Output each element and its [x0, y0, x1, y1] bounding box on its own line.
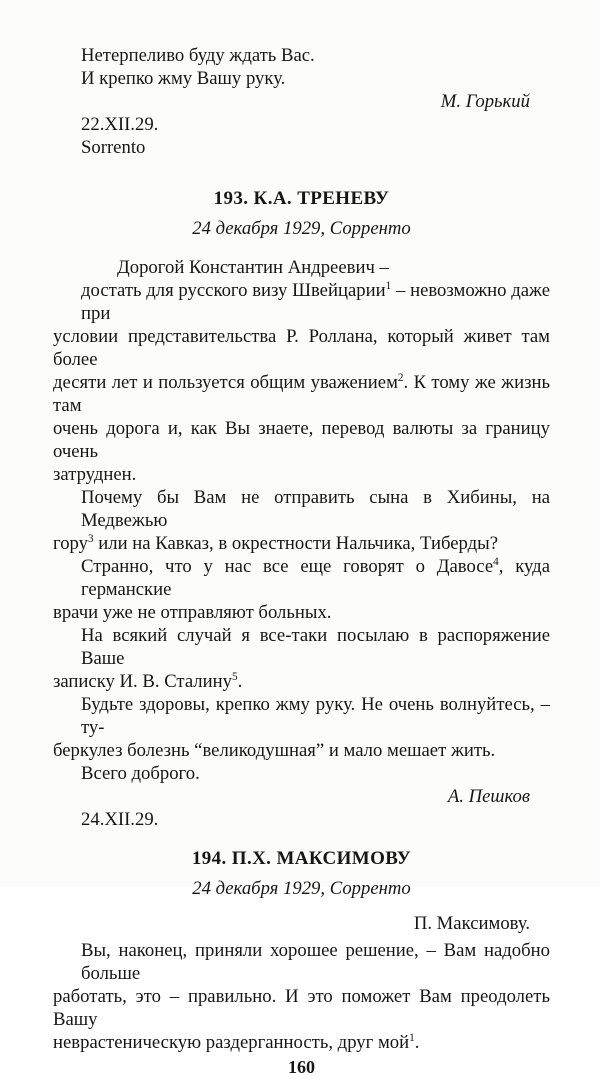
- prev-letter-place: Sorrento: [81, 137, 146, 158]
- letter-193-body-line-4: очень дорога и, как Вы знаете, перевод валюты за границу очень: [53, 418, 550, 462]
- letter-193-body-line-3: десяти лет и пользуется общим уважением$^2$. К тому же жизнь там: [53, 371, 550, 416]
- footnote-marker-4: 4: [493, 555, 499, 568]
- footnote-marker-2: 2: [397, 371, 404, 384]
- letter-193-date: 24.XII.29.: [81, 809, 159, 830]
- letter-193-body-line-5: затруднен.: [53, 464, 137, 485]
- letter-193-body-line-14: Всего доброго.: [81, 763, 200, 784]
- letter-193-body-line-9: врачи уже не отправляют больных.: [53, 602, 332, 623]
- prev-letter-date: 22.XII.29.: [81, 114, 159, 135]
- page-number: 160: [288, 1057, 315, 1077]
- letter-193-body-line-1: достать для русского визу Швейцарии$^1$ – невозможно даже при: [81, 279, 550, 324]
- prev-letter-closing-line-2: И крепко жму Вашу руку.: [81, 68, 286, 89]
- letter-193-body-line-13: беркулез болезнь “великодушная” и мало мешает жить.: [53, 740, 496, 761]
- letter-194-addressee: П. Максимову.: [413, 913, 530, 934]
- letter-193-heading: 193. К.А. ТРЕНЕВУ: [213, 188, 390, 209]
- letter-193-body-line-11: записку И. В. Сталину$^5$.: [53, 670, 243, 692]
- footnote-marker-5: 5: [231, 670, 238, 683]
- letter-194-body-line-3: неврастеническую раздерганность, друг мой$^1$.: [53, 1031, 420, 1053]
- letter-194-heading: 194. П.Х. МАКСИМОВУ: [191, 848, 412, 869]
- prev-letter-closing-line-1: Нетерпеливо буду ждать Вас.: [81, 45, 315, 66]
- footnote-marker-1b: 1: [409, 1031, 415, 1044]
- letter-193-dateline: 24 декабря 1929, Сорренто: [192, 218, 411, 239]
- footnote-marker-1: 1: [385, 279, 392, 292]
- letter-193-body-line-10: На всякий случай я все-таки посылаю в распоряжение Ваше: [81, 625, 550, 669]
- footnote-marker-3: 3: [87, 532, 94, 545]
- letter-193-body-line-6: Почему бы Вам не отправить сына в Хибины, на Медвежью: [81, 487, 550, 531]
- letter-193-body-line-7: гору$^3$ или на Кавказ, в окрестности Нальчика, Тиберды?: [53, 532, 498, 554]
- letter-193-body-line-8: Странно, что у нас все еще говорят о Давосе$^4$, куда германские: [81, 555, 550, 600]
- letter-193-body-line-2: условии представительства Р. Роллана, который живет там более: [53, 326, 550, 370]
- letter-193-signature: А. Пешков: [447, 786, 530, 807]
- letter-194-dateline: 24 декабря 1929, Сорренто: [192, 878, 411, 899]
- letter-193-body-line-12: Будьте здоровы, крепко жму руку. Не очень волнуйтесь, – ту-: [81, 694, 550, 738]
- letter-194-body-line-1: Вы, наконец, приняли хорошее решение, – Вам надобно больше: [81, 940, 550, 984]
- letter-193-salutation: Дорогой Константин Андреевич –: [117, 257, 389, 278]
- letter-194-body-line-2: работать, это – правильно. И это поможет Вам преодолеть Вашу: [53, 986, 550, 1030]
- prev-letter-signature: М. Горький: [440, 91, 530, 112]
